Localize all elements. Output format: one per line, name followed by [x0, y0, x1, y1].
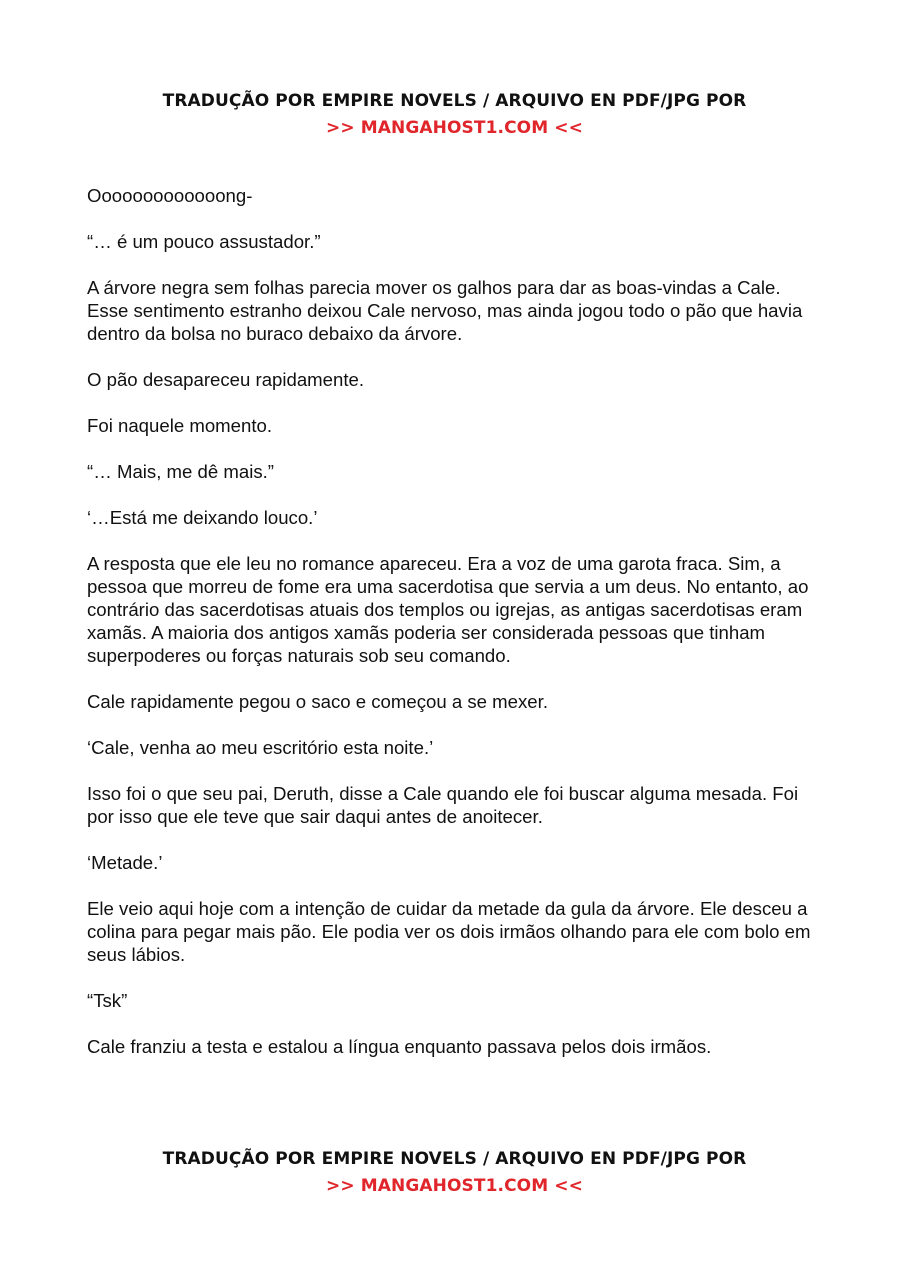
footer-site-link: >> MANGAHOST1.COM <<	[326, 1176, 583, 1196]
footer-credit-line: TRADUÇÃO POR EMPIRE NOVELS / ARQUIVO EN PDF/JPG POR	[162, 1149, 747, 1169]
paragraph: Ele veio aqui hoje com a intenção de cuidar da metade da gula da árvore. Ele desceu a colina para pegar mais pão. Ele podia ver os dois irmãos olhando para ele com bolo em seus lábios.	[87, 898, 811, 965]
paragraph: O pão desapareceu rapidamente.	[87, 369, 365, 390]
paragraph: “… é um pouco assustador.”	[87, 231, 321, 252]
header-credit-line: TRADUÇÃO POR EMPIRE NOVELS / ARQUIVO EN PDF/JPG POR	[162, 91, 747, 111]
paragraph: A resposta que ele leu no romance apareceu. Era a voz de uma garota fraca. Sim, a pessoa que morreu de fome era uma sacerdotisa que servia a um deus. No entanto, ao contrário das sacerdotisas atuais dos templos ou igrejas, as antigas sacerdotisas eram xamãs. A maioria dos antigos xamãs poderia ser considerada pessoas que tinham superpoderes ou forças naturais sob seu comando.	[87, 553, 809, 666]
paragraph: ‘Cale, venha ao meu escritório esta noite.’	[87, 737, 434, 758]
paragraph: Cale franziu a testa e estalou a língua enquanto passava pelos dois irmãos.	[87, 1036, 712, 1057]
document-body	[87, 184, 822, 1081]
paragraph: Foi naquele momento.	[87, 415, 273, 436]
paragraph: “… Mais, me dê mais.”	[87, 461, 274, 482]
paragraph: ‘Metade.’	[87, 852, 163, 873]
paragraph: A árvore negra sem folhas parecia mover os galhos para dar as boas-vindas a Cale. Esse sentimento estranho deixou Cale nervoso, mas ainda jogou todo o pão que havia dentro da bolsa no buraco debaixo da árvore.	[87, 277, 803, 344]
paragraph: ‘…Está me deixando louco.’	[87, 507, 318, 528]
paragraph: Cale rapidamente pegou o saco e começou a se mexer.	[87, 691, 548, 712]
footer-banner	[0, 1146, 909, 1200]
paragraph: Ooooooooooooong-	[87, 185, 253, 206]
header-banner	[0, 88, 909, 142]
paragraph: “Tsk”	[87, 990, 128, 1011]
header-site-link: >> MANGAHOST1.COM <<	[326, 118, 583, 138]
paragraph: Isso foi o que seu pai, Deruth, disse a Cale quando ele foi buscar alguma mesada. Foi por isso que ele teve que sair daqui antes de anoitecer.	[87, 783, 799, 827]
